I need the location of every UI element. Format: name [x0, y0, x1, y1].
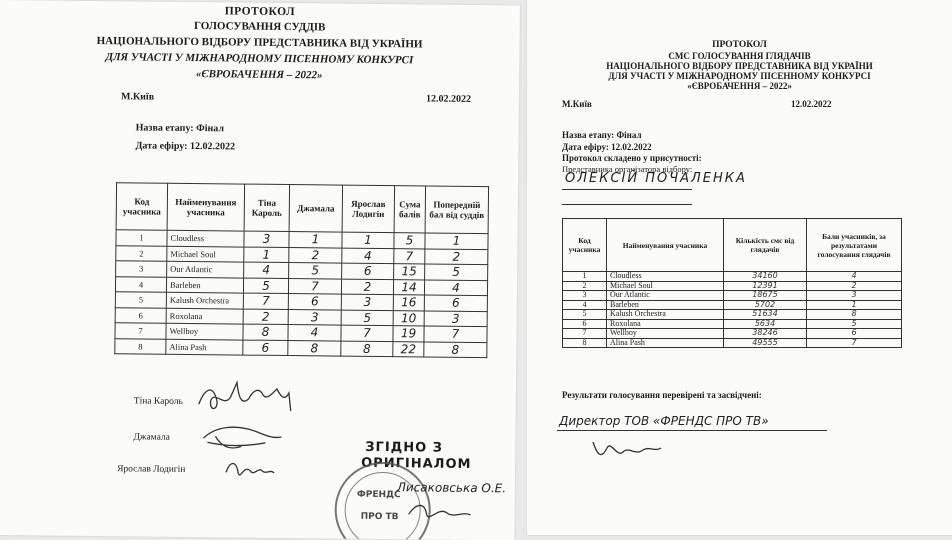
row-judge-1: 1	[244, 247, 289, 263]
organizer-name: ОЛЕКСІЙ ПОЧАЛЕНКА	[565, 171, 747, 186]
row-judge-3: 7	[341, 325, 393, 341]
row-code: 3	[116, 261, 167, 277]
row-name: Barleben	[607, 300, 724, 310]
row-judge-1: 8	[243, 324, 288, 340]
row-name: Alina Pash	[166, 339, 243, 355]
row-judge-2: 6	[288, 294, 341, 310]
sms-city: М.Київ	[562, 99, 592, 109]
col-header-judge-2: Джамала	[289, 185, 342, 233]
sms-table-row	[563, 329, 902, 339]
row-score: 6	[807, 329, 902, 339]
row-name: Roxolana	[166, 308, 243, 324]
col-header-prev: Попередній бал від суддів	[425, 186, 488, 234]
row-name: Kalush Orchestra	[607, 310, 724, 320]
seal-text-1: ФРЕНДС	[356, 489, 401, 501]
row-name: Our Atlantic	[167, 261, 244, 277]
col-header-name: Найменування учасника	[167, 183, 244, 231]
row-name: Cloudless	[167, 230, 244, 246]
row-score: 1	[807, 300, 902, 310]
director-underline	[557, 430, 827, 431]
row-judge-3: 4	[342, 248, 394, 264]
row-code: 6	[115, 307, 166, 323]
row-code: 6	[563, 319, 607, 329]
organizer-underline	[562, 189, 692, 190]
seal-text-2: ПРО ТВ	[360, 511, 399, 523]
row-name: Barleben	[166, 277, 243, 293]
row-score: 5	[807, 319, 902, 329]
sms-table-row	[563, 319, 902, 329]
col-header-code: Код учасника	[116, 183, 167, 231]
row-judge-3: 5	[341, 310, 393, 326]
organizer-underline-2	[562, 204, 692, 205]
sms-table-row	[563, 272, 902, 282]
signature-2-icon	[195, 416, 295, 455]
row-code: 7	[115, 323, 166, 339]
protocol-title: ПРОТОКОЛ	[224, 5, 296, 19]
protocol-subtitle: ГОЛОСУВАННЯ СУДДІВ	[193, 20, 326, 34]
signer-2-label: Джамала	[133, 432, 170, 443]
sms-protocol-page	[527, 0, 952, 535]
row-judge-1: 7	[243, 293, 288, 309]
row-judge-1: 2	[243, 309, 288, 325]
stamp-handwriting: Лисаковська О.Е.	[396, 480, 507, 496]
row-sum: 16	[393, 295, 424, 311]
sms-col-header-score: Бали учасників, за результатами голосування глядачів	[807, 219, 902, 272]
row-prev: 5	[425, 264, 488, 280]
sms-col-header-code: Код учасника	[563, 219, 607, 272]
organizer-label: Представника організатора відбору:	[562, 164, 693, 174]
row-sum: 19	[393, 326, 424, 342]
row-judge-2: 4	[288, 325, 341, 341]
col-header-judge-1: Тіна Кароль	[244, 184, 289, 231]
row-sum: 22	[393, 341, 424, 357]
row-sms-count: 5634	[724, 319, 807, 329]
row-score: 4	[807, 272, 902, 282]
row-judge-3: 2	[341, 279, 393, 295]
row-judge-1: 4	[244, 262, 289, 278]
sms-col-header-name: Найменування учасника	[607, 219, 724, 272]
row-code: 4	[563, 300, 607, 310]
row-judge-2: 2	[289, 247, 342, 263]
signature-1-icon	[191, 370, 311, 417]
sms-table-row	[563, 300, 902, 310]
row-prev: 8	[424, 341, 487, 357]
row-sms-count: 5702	[724, 300, 807, 310]
row-sms-count: 12391	[724, 281, 807, 291]
row-prev: 4	[424, 279, 487, 295]
stamp-signature-icon	[405, 498, 475, 525]
judges-table-row	[115, 338, 487, 357]
protocol-contest-name: «ЄВРОБАЧЕННЯ – 2022»	[195, 68, 323, 82]
row-sum: 14	[393, 279, 424, 295]
presence-label: Протокол складено у присутності:	[562, 153, 702, 163]
sms-table	[562, 218, 902, 348]
row-judge-2: 8	[288, 340, 341, 356]
verified-label: Результати голосування перевірені та засвідчені:	[562, 390, 762, 400]
row-judge-2: 1	[289, 232, 342, 248]
row-judge-2: 7	[288, 278, 341, 294]
row-code: 8	[115, 338, 166, 354]
stage-name: Назва етапу: Фінал	[135, 122, 225, 135]
director-handwriting: Директор ТОВ «ФРЕНДС ПРО ТВ»	[559, 414, 769, 428]
sms-stage-name: Назва етапу: Фінал	[562, 130, 642, 140]
sms-protocol-title: ПРОТОКОЛ	[712, 40, 767, 50]
row-judge-1: 3	[244, 231, 289, 247]
row-score: 2	[807, 281, 902, 291]
signer-1-label: Тіна Кароль	[133, 396, 183, 407]
sms-table-row	[563, 338, 902, 348]
row-sms-count: 49555	[724, 338, 807, 348]
sms-table-row	[563, 281, 902, 291]
row-score: 7	[807, 338, 902, 348]
row-sms-count: 38246	[724, 329, 807, 339]
director-signature-icon	[587, 434, 667, 464]
date: 12.02.2022	[425, 93, 472, 105]
row-sms-count: 18675	[724, 291, 807, 301]
signature-3-icon	[220, 454, 280, 485]
col-header-sum: Сума балів	[394, 186, 425, 233]
row-sum: 7	[394, 248, 425, 264]
row-name: Cloudless	[607, 272, 724, 282]
row-judge-3: 3	[341, 294, 393, 310]
row-prev: 1	[425, 233, 488, 249]
row-code: 7	[563, 329, 607, 339]
row-code: 1	[116, 230, 167, 246]
row-code: 2	[563, 281, 607, 291]
stamp-line-1: ЗГІДНО З	[365, 439, 444, 456]
row-name: Roxolana	[607, 319, 724, 329]
row-prev: 3	[424, 310, 487, 326]
row-name: Michael Soul	[167, 246, 244, 262]
row-name: Kalush Orchestra	[166, 292, 243, 308]
row-code: 5	[115, 292, 166, 308]
signer-3-label: Ярослав Лодигін	[117, 464, 186, 475]
sms-protocol-subtitle: СМС ГОЛОСУВАННЯ ГЛЯДАЧІВ	[668, 51, 811, 61]
sms-table-row	[563, 310, 902, 320]
row-code: 4	[115, 276, 166, 292]
row-name: Michael Soul	[607, 281, 724, 291]
row-judge-3: 6	[342, 263, 394, 279]
row-name: Alina Pash	[607, 338, 724, 348]
sms-col-header-sms: Кількість смс від глядачів	[724, 219, 807, 272]
row-code: 5	[563, 310, 607, 320]
row-judge-2: 3	[288, 309, 341, 325]
row-prev: 2	[425, 248, 488, 264]
row-score: 3	[807, 291, 902, 301]
col-header-judge-3: Ярослав Лодигін	[342, 185, 394, 233]
air-date: Дата ефіру: 12.02.2022	[135, 140, 236, 153]
city: М.Київ	[120, 91, 155, 103]
sms-air-date: Дата ефіру: 12.02.2022	[562, 142, 652, 152]
protocol-subtitle-2: НАЦІОНАЛЬНОГО ВІДБОРУ ПРЕДСТАВНИКА ВІД УКРАЇНИ	[96, 35, 423, 51]
sms-protocol-contest-name: «ЄВРОБАЧЕННЯ – 2022»	[687, 81, 792, 91]
sms-protocol-subtitle-3: ДЛЯ УЧАСТІ У МІЖНАРОДНОМУ ПІСЕННОМУ КОНКУРСІ	[608, 71, 871, 81]
sms-protocol-subtitle-2: НАЦІОНАЛЬНОГО ВІДБОРУ ПРЕДСТАВНИКА ВІД УКРАЇНИ	[606, 61, 873, 71]
row-prev: 6	[424, 295, 487, 311]
row-judge-3: 8	[341, 341, 393, 357]
row-judge-3: 1	[342, 232, 394, 248]
row-judge-1: 5	[243, 278, 288, 294]
row-sum: 15	[394, 264, 425, 280]
row-code: 8	[563, 338, 607, 348]
row-name: Wellboy	[166, 323, 243, 339]
sms-table-row	[563, 291, 902, 301]
row-prev: 7	[424, 326, 487, 342]
row-sum: 10	[393, 310, 424, 326]
row-name: Our Atlantic	[607, 291, 724, 301]
judges-table	[114, 182, 489, 358]
row-judge-2: 5	[289, 263, 342, 279]
row-judge-1: 6	[243, 340, 288, 356]
row-code: 1	[563, 272, 607, 282]
row-code: 3	[563, 291, 607, 301]
row-sum: 5	[394, 233, 425, 249]
row-code: 2	[116, 245, 167, 261]
row-name: Wellboy	[607, 329, 724, 339]
row-sms-count: 34160	[724, 272, 807, 282]
stamp-line-2: ОРИГІНАЛОМ	[361, 455, 472, 472]
row-score: 8	[807, 310, 902, 320]
sms-date: 12.02.2022	[791, 99, 832, 109]
row-sms-count: 51634	[724, 310, 807, 320]
protocol-subtitle-3: ДЛЯ УЧАСТІ У МІЖНАРОДНОМУ ПІСЕННОМУ КОНКУРСІ	[105, 51, 414, 67]
